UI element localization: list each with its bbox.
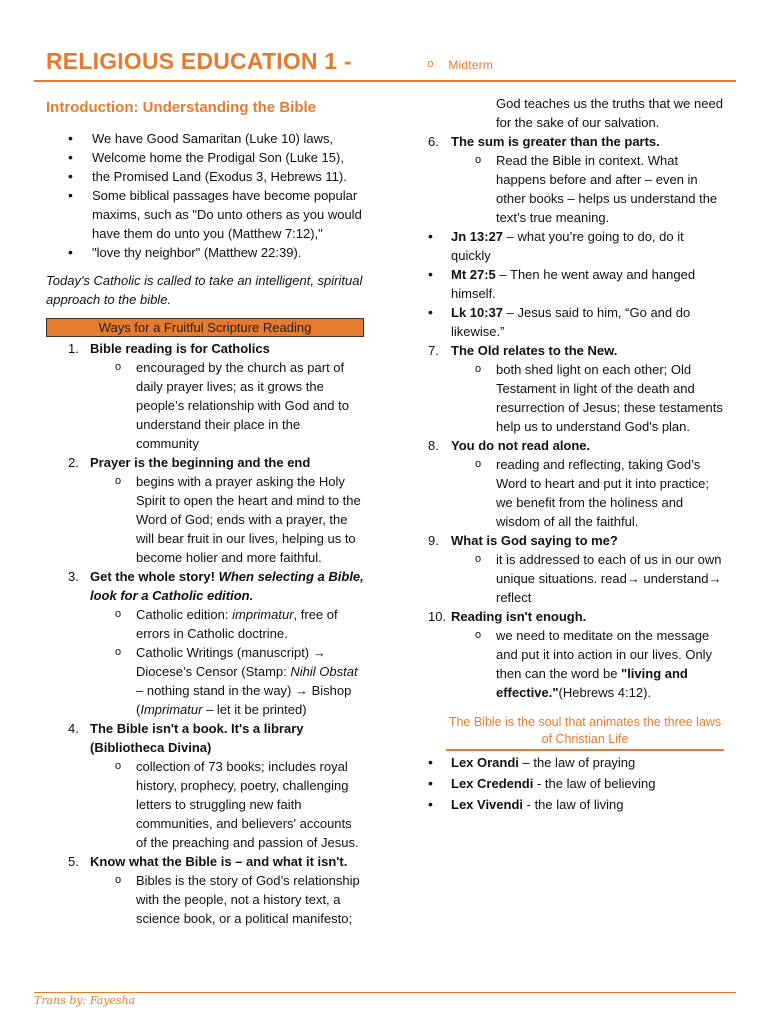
sub-item: o we need to meditate on the message and put it into action in our lives. Only then can the word be "living and effective."(Hebrews 4:12). [424, 626, 724, 702]
intro-bullet: • the Promised Land (Exodus 3, Hebrews 11). [46, 167, 364, 186]
numbered-item: 2. Prayer is the beginning and the end [68, 455, 311, 470]
right-column [424, 94, 724, 814]
numbered-item: 5. Know what the Bible is – and what it isn't. [68, 854, 348, 869]
sub-item: o both shed light on each other; Old Testament in light of the death and resurrection of Jesus; these testaments help us to understand God's plan. [424, 360, 724, 436]
sub-item: o collection of 73 books; includes royal history, prophecy, poetry, challenging letters to struggling new faith communities, and believers' accounts of the preaching and passion of Jesus. [46, 757, 364, 852]
title-rule [34, 80, 736, 82]
sub-item: o begins with a prayer asking the Holy Spirit to open the heart and mind to the Word of God; ends with a prayer, the will bear fruit in our lives, helping us to become holier and more faithful. [46, 472, 364, 567]
sub-item: o Read the Bible in context. What happens before and after – even in other books – helps us understand the text’s true meaning. [424, 151, 724, 227]
sub-item: o reading and reflecting, taking God’s Word to heart and put it into practice; we benefit from the holiness and wisdom of all the faithful. [424, 455, 724, 531]
scripture-reference: • Lk 10:37 – Jesus said to him, “Go and do likewise.” [424, 303, 724, 341]
lex-item: • Lex Credendi - the law of believing [424, 774, 724, 793]
intro-bullet: • "love thy neighbor" (Matthew 22:39). [46, 243, 364, 262]
continuation-text: God teaches us the truths that we need for the sake of our salvation. [496, 96, 723, 130]
numbered-item: 6. The sum is greater than the parts. [428, 134, 660, 149]
sub-item: o Catholic edition: imprimatur, free of errors in Catholic doctrine. [46, 605, 364, 643]
lex-item: • Lex Vivendi - the law of living [424, 795, 724, 814]
sub-item: o encouraged by the church as part of daily prayer lives; as it grows the people’s relationship with God and to understand their place in the community [46, 358, 364, 453]
scripture-reference: • Jn 13:27 – what you’re going to do, do it quickly [424, 227, 724, 265]
numbered-item: 1. Bible reading is for Catholics [68, 341, 270, 356]
intro-heading: Introduction: Understanding the Bible [46, 99, 316, 116]
sub-item: o it is addressed to each of us in our own unique situations. read→ understand→ reflect [424, 550, 724, 607]
intro-bullet: • Welcome home the Prodigal Son (Luke 15), [46, 148, 364, 167]
page-title: RELIGIOUS EDUCATION 1 - o Midterm [46, 48, 493, 75]
numbered-item: 8. You do not read alone. [428, 438, 591, 453]
scripture-reference: • Mt 27:5 – Then he went away and hanged himself. [424, 265, 724, 303]
numbered-item: 10. Reading isn't enough. [428, 609, 587, 624]
numbered-item: 3. Get the whole story! When selecting a Bible, look for a Catholic edition. [68, 569, 364, 603]
numbered-item: 9. What is God saying to me? [428, 533, 618, 548]
sub-item: o Catholic Writings (manuscript) → Diocese’s Censor (Stamp: Nihil Obstat – nothing stand in the way) → Bishop (Imprimatur – let it be printed) [46, 643, 364, 719]
left-column [46, 94, 364, 928]
ways-heading-box: Ways for a Fruitful Scripture Reading [46, 318, 364, 337]
intro-bullet: • We have Good Samaritan (Luke 10) laws, [46, 129, 364, 148]
todays-catholic-note: Today's Catholic is called to take an intelligent, spiritual approach to the bible. [46, 273, 363, 307]
numbered-item: 7. The Old relates to the New. [428, 343, 618, 358]
intro-list [46, 129, 364, 262]
soul-heading: The Bible is the soul that animates the three laws of Christian Life [446, 714, 724, 751]
numbered-item: 4. The Bible isn't a book. It's a library (Bibliotheca Divina) [68, 721, 304, 755]
lex-item: • Lex Orandi – the law of praying [424, 753, 724, 772]
page-subtitle: o Midterm [358, 58, 493, 72]
intro-bullet: • Some biblical passages have become popular maxims, such as "Do unto others as you would have them do unto you (Matthew 7:12)," [46, 186, 364, 243]
footer-rule [34, 992, 736, 993]
footer-credit: Trans by: Fayesha [34, 994, 136, 1007]
sub-item: o Bibles is the story of God’s relationship with the people, not a history text, a science book, or a political manifesto; [46, 871, 364, 928]
